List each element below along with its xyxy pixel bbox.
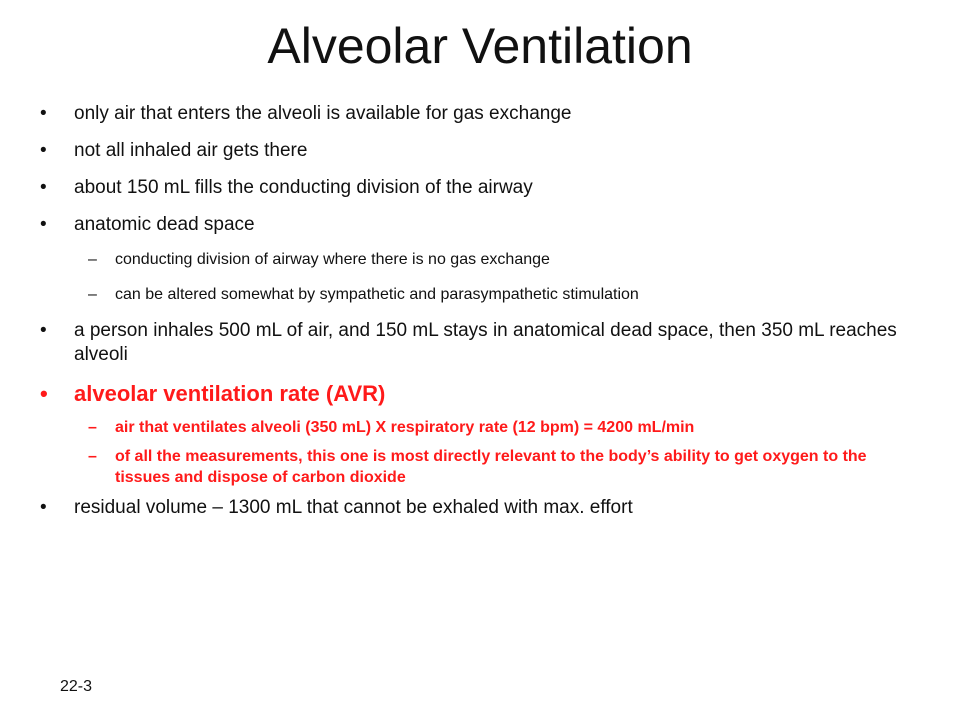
bullet-icon: • [40,214,47,235]
dash-icon: – [88,419,97,436]
bullet-text: anatomic dead space [74,214,255,235]
bullet-text: residual volume – 1300 mL that cannot be exhaled with max. effort [74,497,633,518]
dash-icon: – [88,251,97,268]
bullet-icon: • [40,177,47,198]
dash-icon: – [88,286,97,303]
bullet-icon: • [40,140,47,161]
bullet-text: about 150 mL fills the conducting division of the airway [74,177,533,198]
bullet-icon: • [40,103,47,124]
sub-bullet-text: air that ventilates alveoli (350 mL) X respiratory rate (12 bpm) = 4200 mL/min [115,419,695,436]
sub-bullet-item [40,446,920,488]
bullet-item [40,139,920,163]
bullet-icon: • [40,381,48,406]
sub-bullet-text: conducting division of airway where there is no gas exchange [115,251,550,268]
bullet-text: not all inhaled air gets there [74,140,308,161]
bullet-item [40,176,920,200]
sub-bullet-text: can be altered somewhat by sympathetic and parasympathetic stimulation [115,286,639,303]
sub-bullet-text: of all the measurements, this one is most directly relevant to the body’s ability to get oxygen to the tissues and dispose of carbon dioxide [115,448,867,486]
sub-bullet-item [40,284,920,305]
avr-heading-text: alveolar ventilation rate (AVR) [74,381,386,406]
dash-icon: – [88,448,97,465]
bullet-icon: • [40,320,47,341]
slide-number: 22-3 [60,678,93,695]
bullet-item [40,102,920,126]
bullet-item [40,496,920,520]
bullet-text: a person inhales 500 mL of air, and 150 mL stays in anatomical dead space, then 350 mL reaches alveoli [74,320,897,365]
avr-heading-item [40,380,920,408]
sub-bullet-item [40,417,920,438]
sub-bullet-item [40,249,920,270]
bullet-item [40,213,920,237]
bullet-list [40,102,920,533]
bullet-icon: • [40,497,47,518]
bullet-item [40,319,920,367]
slide-title: Alveolar Ventilation [267,18,693,74]
bullet-text: only air that enters the alveoli is available for gas exchange [74,103,572,124]
